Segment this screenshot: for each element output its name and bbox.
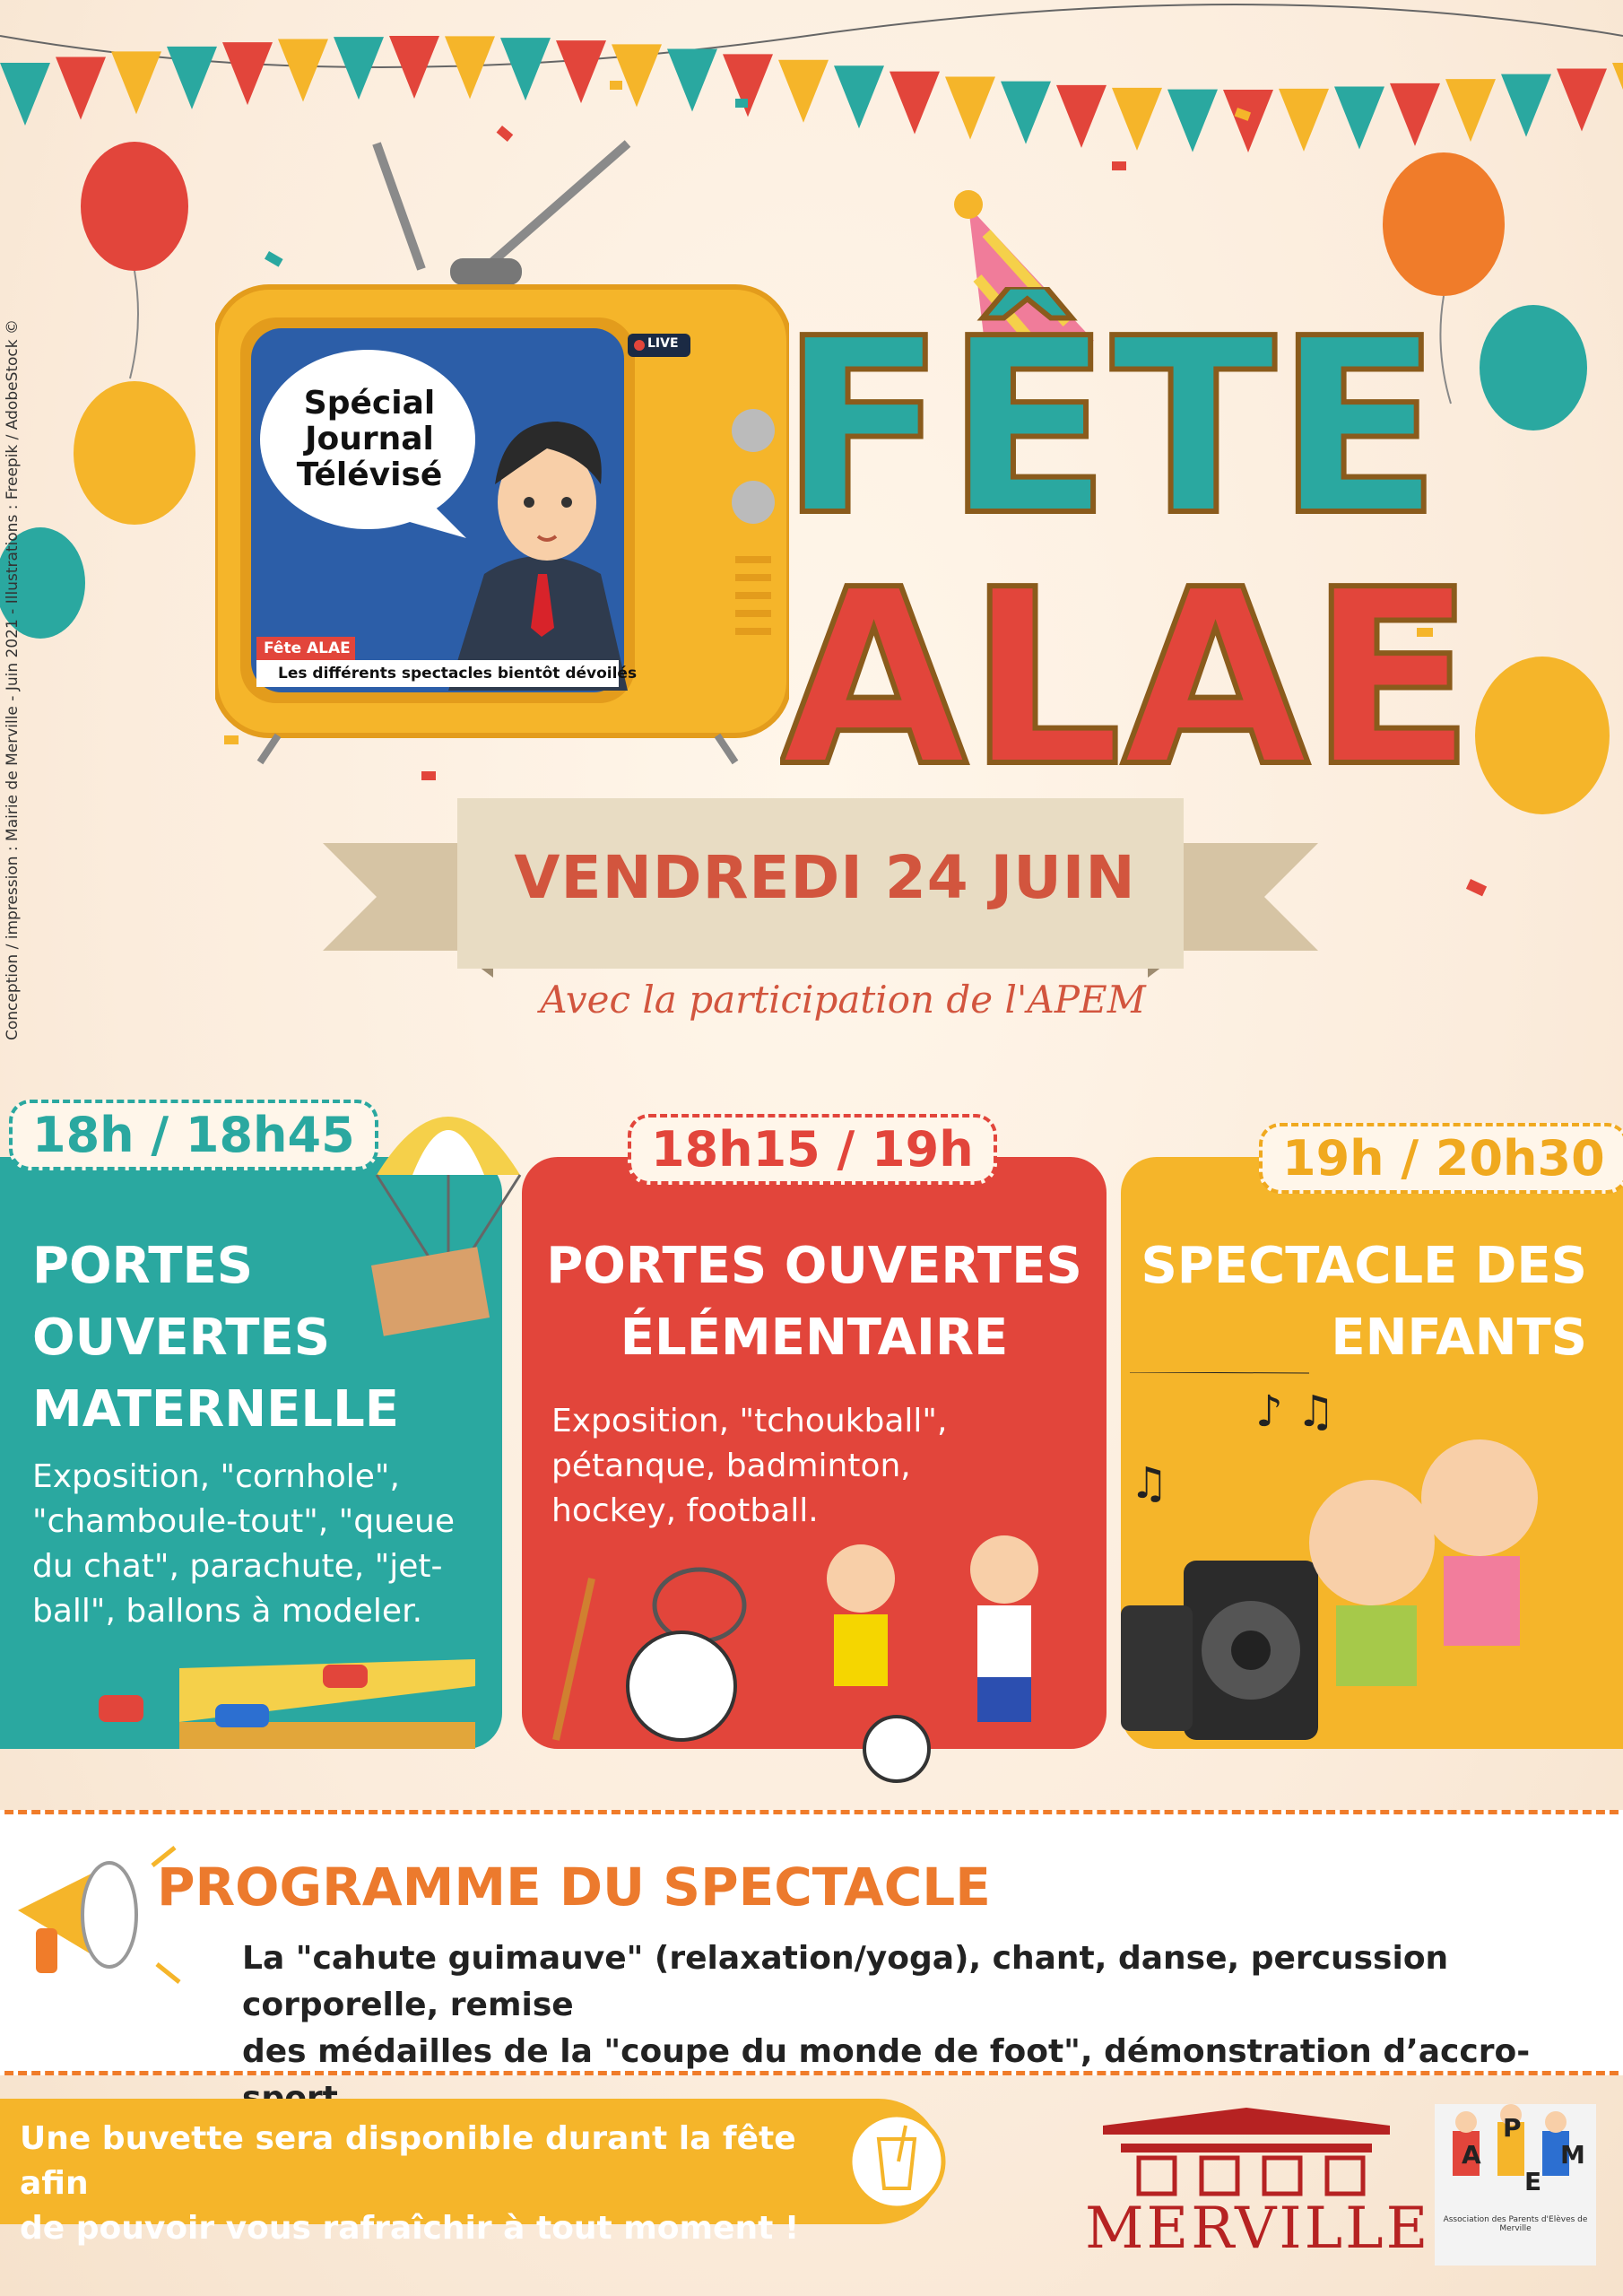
title-line1: FÊTE <box>780 287 1442 569</box>
apem-caption: Association des Parents d'Elèves de Merville <box>1443 2215 1588 2233</box>
lower-third-tag: Fête ALAE <box>264 639 351 657</box>
cornhole-icon <box>36 1632 484 1749</box>
svg-text:♪ ♫: ♪ ♫ <box>1255 1387 1335 1437</box>
title-line2: ALAE <box>780 537 1475 789</box>
dancing-kids-illustration <box>1121 1372 1623 1749</box>
poster: Conception / impression : Mairie de Merville - Juin 2021 - Illustrations : Freepik / AdobeStock © Spécial Journal Télévisé LIVE Fête ALAE Les différents spectacles bientôt dévoilés FÊTE ALAE VENDREDI 24 JUIN Avec la participation de l'APEM 18h / 18h45 18h15 / 19h 19h / 20h30 PORTES OUVERTES MATERNELLE Exposition, "cornhole", "chamboule-tout", "queue du chat", parachute, "jet- ball", ballons à modeler. PORTES OUVERTES ÉLÉMENTAIRE Exposition, "tchoukball", pétanque, badminton, hockey, football. SPECTACLE DES ENFANTS ♪ ♫ ♫ PROGRAMME DU SPECTACLE La "cahute guimauve" (relaxation/yoga), chant, danse, percussion corporelle, remise des médailles de la "coupe du monde de foot", démonstration d’accro- Une buvette sera disponible durant la fête afin de pouvoir vous rafraîchir à tout moment ! MERVILLE A P E M Association des Parents d'Elèves de Merville <box>0 0 1623 2296</box>
tv-illustration <box>215 108 789 771</box>
panel-elementaire-title: PORTES OUVERTES ÉLÉMENTAIRE <box>546 1237 1082 1367</box>
time-badge-maternelle: 18h / 18h45 <box>9 1100 378 1170</box>
panel-elementaire-text: Exposition, "tchoukball", pétanque, badminton, hockey, football. <box>551 1403 948 1529</box>
drink-glass-icon <box>843 2108 950 2215</box>
panel-maternelle-title: PORTES OUVERTES MATERNELLE <box>32 1237 400 1439</box>
parachute-icon <box>359 1076 538 1345</box>
merville-logo <box>1085 2099 1408 2206</box>
time-badge-elementaire: 18h15 / 19h <box>628 1114 997 1185</box>
panel-spectacle-title: SPECTACLE DES ENFANTS <box>1141 1237 1587 1367</box>
programme-title: PROGRAMME DU SPECTACLE <box>157 1857 991 1918</box>
apem-letter-m: M <box>1560 2140 1585 2170</box>
lower-third-text: Les différents spectacles bientôt dévoilés <box>278 665 638 683</box>
date-text: VENDREDI 24 JUIN <box>514 843 1136 912</box>
bubble-line3: Télévisé <box>296 457 443 493</box>
live-badge: LIVE <box>647 336 679 351</box>
svg-text:♫: ♫ <box>1130 1458 1169 1509</box>
main-title <box>780 287 1480 789</box>
apem-logo <box>1435 2104 1596 2266</box>
buvette-text: Une buvette sera disponible durant la fête afin de pouvoir vous rafraîchir à tout moment ! <box>20 2120 800 2247</box>
apem-letter-e: E <box>1524 2167 1542 2196</box>
subtitle: Avec la participation de l'APEM <box>540 978 1146 1022</box>
apem-letter-a: A <box>1462 2140 1481 2170</box>
bubble-line1: Spécial <box>303 385 436 422</box>
sports-kids-illustration <box>538 1525 1112 1794</box>
time-badge-spectacle: 19h / 20h30 <box>1259 1123 1623 1194</box>
merville-logo-text: MERVILLE <box>1085 2196 1431 2262</box>
apem-letter-p: P <box>1503 2113 1522 2143</box>
programme-text: La "cahute guimauve" (relaxation/yoga), chant, danse, percussion corporelle, remise des médailles de la "coupe du monde de foot", démonstration d’accro- <box>242 1940 1531 2070</box>
bubble-line2: Journal <box>305 421 434 457</box>
panel-maternelle-text: Exposition, "cornhole", "chamboule-tout", "queue du chat", parachute, "jet- ball", ballons à modeler. <box>32 1458 455 1630</box>
